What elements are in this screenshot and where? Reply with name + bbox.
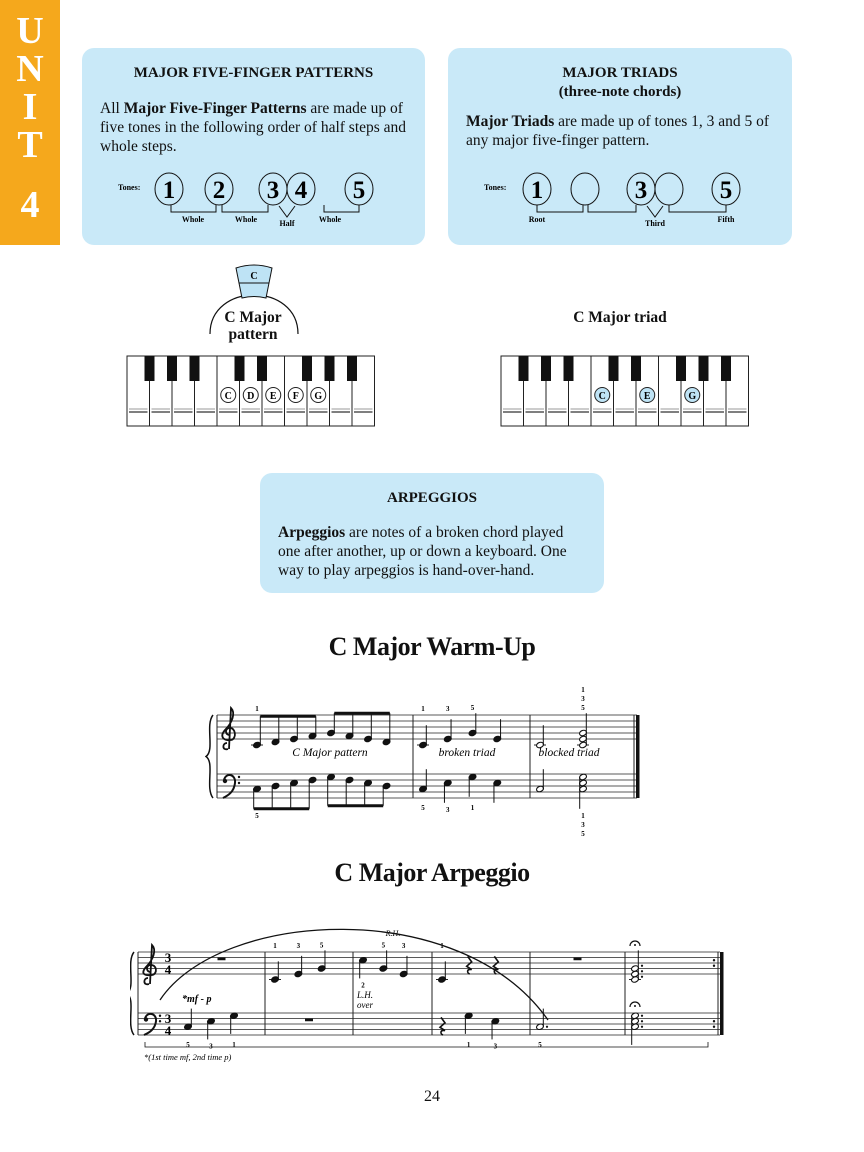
- keyboard-c-major-pattern: [125, 354, 377, 428]
- box-text: All Major Five-Finger Patterns are made up of five tones in the following order of half steps and whole steps.: [100, 100, 407, 155]
- key-label: G: [314, 391, 323, 402]
- final-barline: [720, 952, 724, 1035]
- fermata-dot: [634, 944, 636, 946]
- fingering: 5: [186, 1041, 190, 1049]
- dot: [641, 965, 643, 967]
- fingering: 1: [255, 705, 259, 713]
- tone-5: [712, 173, 740, 205]
- svg-text:1: 1: [162, 177, 176, 204]
- bass-clef-icon: [144, 1014, 156, 1035]
- dot: [641, 1020, 643, 1022]
- black-key: [190, 356, 200, 381]
- black-key: [325, 356, 335, 381]
- bass-clef-icon: [223, 779, 227, 783]
- dot: [641, 1015, 643, 1017]
- tones-svg: [82, 170, 425, 240]
- section-label: blocked triad: [538, 747, 600, 759]
- repeat-dot: [713, 1020, 715, 1022]
- fingering: 1: [232, 1041, 236, 1049]
- section-label: C Major pattern: [292, 747, 368, 759]
- tone-4: [287, 173, 315, 205]
- fingering: 5: [581, 704, 585, 713]
- black-key: [235, 356, 245, 381]
- fingering: 1: [581, 686, 585, 695]
- repeat-dot: [713, 959, 715, 961]
- dot: [641, 976, 643, 978]
- key-label: E: [269, 391, 277, 402]
- fingering: 1: [421, 705, 425, 713]
- black-key: [699, 356, 709, 381]
- black-key: [609, 356, 619, 381]
- unit-letter: T: [17, 124, 43, 166]
- black-key: [167, 356, 177, 381]
- fingering: 5: [421, 804, 425, 812]
- unit-number: 4: [20, 184, 40, 226]
- black-key: [347, 356, 357, 381]
- lh-label: L.H.: [357, 990, 374, 1000]
- fifth-label: Fifth: [717, 215, 735, 224]
- svg-text:3: 3: [266, 177, 280, 204]
- tone-1: [523, 173, 551, 205]
- unit-letter: U: [16, 10, 44, 52]
- fingering: 1: [440, 942, 444, 950]
- time-signature-top: 3: [164, 1011, 172, 1026]
- pedal-bracket: [145, 1042, 708, 1047]
- svg-text:5: 5: [352, 177, 366, 204]
- tones-diagram: [82, 170, 425, 240]
- unit-letter: I: [22, 86, 38, 128]
- rh-label: R.H.: [385, 929, 401, 938]
- bass-clef-dot: [159, 1015, 161, 1017]
- whole-rest: [574, 958, 582, 961]
- fingering: 3: [209, 1042, 213, 1051]
- fingering: 1: [466, 1041, 471, 1049]
- black-key: [564, 356, 574, 381]
- quarter-rest: [467, 956, 472, 974]
- fingering: 5: [581, 829, 585, 838]
- slur: [160, 929, 548, 1020]
- svg-text:4: 4: [294, 177, 308, 204]
- whole-rest: [218, 958, 226, 961]
- fingering: 3: [446, 705, 450, 713]
- fingering: 1: [581, 811, 585, 820]
- tones-svg: [448, 170, 792, 240]
- key-label: G: [688, 391, 697, 402]
- bass-clef-icon: [144, 1017, 148, 1021]
- treble-clef-icon: [143, 945, 156, 984]
- treble-clef-icon: [222, 708, 235, 749]
- svg-text:5: 5: [719, 177, 733, 204]
- keyboard-c-major-triad: [499, 354, 751, 428]
- box-text: Major Triads are made up of tones 1, 3 and 5 of any major five-finger pattern.: [466, 113, 770, 149]
- fingering: 3: [493, 1042, 498, 1051]
- brace: [206, 715, 213, 798]
- over-label: over: [357, 1000, 373, 1010]
- bass-clef-dot: [159, 1020, 161, 1022]
- triad-keyboard-title: C Major triad: [573, 309, 667, 326]
- key-label: E: [643, 391, 651, 402]
- box-title: ARPEGGIOS: [386, 490, 477, 506]
- unit-tab: [0, 0, 60, 245]
- bass-clef-icon: [223, 775, 235, 798]
- step-label: Whole: [181, 215, 205, 224]
- hand-key-label: C: [250, 271, 258, 282]
- svg-text:1: 1: [530, 177, 544, 204]
- quarter-rest: [440, 1017, 445, 1035]
- tone-2: [205, 173, 233, 205]
- third-label: Third: [644, 219, 666, 228]
- box-text: Arpeggios are notes of a broken chord played one after another, up or down a keyboard. One way to play arpeggios is hand-over-hand.: [278, 524, 567, 579]
- root-label: Root: [528, 215, 546, 224]
- black-key: [676, 356, 686, 381]
- fingering: 1: [273, 942, 277, 950]
- step-label: Half: [279, 219, 295, 228]
- fermata-dot: [634, 1005, 636, 1007]
- brace: [130, 952, 134, 1035]
- tone-4-empty: [655, 173, 683, 205]
- fingering: 5: [255, 811, 259, 820]
- half-step-mark: [279, 206, 295, 217]
- tone-3: [259, 173, 287, 205]
- key-label: C: [224, 391, 232, 402]
- arpeggios-box: [260, 473, 604, 593]
- repeat-dot: [713, 1026, 715, 1028]
- black-key: [721, 356, 731, 381]
- fingering: 3: [296, 942, 301, 950]
- fingering: 5: [381, 941, 386, 950]
- fingering: 3: [581, 820, 585, 829]
- final-barline: [636, 715, 640, 798]
- dynamics-marking: *mf - p: [182, 994, 212, 1005]
- black-key: [541, 356, 551, 381]
- five-finger-patterns-box: [82, 48, 425, 245]
- black-key: [519, 356, 529, 381]
- fingering: 3: [401, 942, 406, 950]
- key-label: C: [598, 391, 606, 402]
- arpeggio-title: C Major Arpeggio: [334, 858, 530, 887]
- box-title: MAJOR FIVE-FINGER PATTERNS: [133, 65, 374, 81]
- fingering: 5: [470, 704, 475, 713]
- page-number: 24: [424, 1088, 440, 1105]
- key-label: D: [247, 391, 255, 402]
- tone-2-empty: [571, 173, 599, 205]
- tone-3: [627, 173, 655, 205]
- fingering: 5: [319, 941, 324, 950]
- black-key: [257, 356, 267, 381]
- third-mark: [647, 206, 663, 217]
- pattern-keyboard-title: C Major pattern: [224, 309, 282, 343]
- dot: [641, 970, 643, 972]
- black-key: [145, 356, 155, 381]
- repeat-dot: [713, 965, 715, 967]
- fingering: 1: [470, 804, 475, 812]
- step-label: Whole: [234, 215, 258, 224]
- svg-text:3: 3: [634, 177, 648, 204]
- tone-5: [345, 173, 373, 205]
- time-signature-top: 3: [164, 950, 172, 965]
- section-label: broken triad: [438, 747, 496, 759]
- tones-label: Tones:: [118, 183, 141, 192]
- fingering: 3: [446, 805, 450, 814]
- fingering: 2: [361, 981, 365, 990]
- major-triads-box: [448, 48, 792, 245]
- bass-clef-dot: [238, 782, 240, 784]
- step-brackets: [171, 205, 359, 212]
- dot: [546, 1026, 548, 1028]
- triad-tones-diagram: [448, 170, 792, 240]
- warmup-title: C Major Warm-Up: [328, 632, 536, 661]
- box-title: MAJOR TRIADS: [562, 65, 678, 81]
- whole-rest: [305, 1019, 313, 1022]
- bass-clef-dot: [238, 776, 240, 778]
- box-subtitle: (three-note chords): [558, 84, 682, 100]
- key-label: F: [292, 391, 299, 402]
- tones-label: Tones:: [484, 183, 507, 192]
- step-label: Whole: [318, 215, 342, 224]
- warmup-score: [205, 680, 645, 848]
- time-signature-bottom: 4: [164, 962, 172, 977]
- unit-letter: N: [16, 48, 44, 90]
- time-signature-bottom: 4: [164, 1023, 172, 1038]
- arpeggio-score: [130, 920, 730, 1070]
- triad-brackets: [537, 205, 726, 212]
- black-key: [631, 356, 641, 381]
- black-key: [302, 356, 312, 381]
- fingering: 5: [538, 1041, 542, 1049]
- footnote: *(1st time mf, 2nd time p): [144, 1052, 232, 1062]
- tone-1: [155, 173, 183, 205]
- dot: [641, 1026, 643, 1028]
- fingering: 3: [581, 695, 585, 704]
- svg-text:2: 2: [212, 177, 226, 204]
